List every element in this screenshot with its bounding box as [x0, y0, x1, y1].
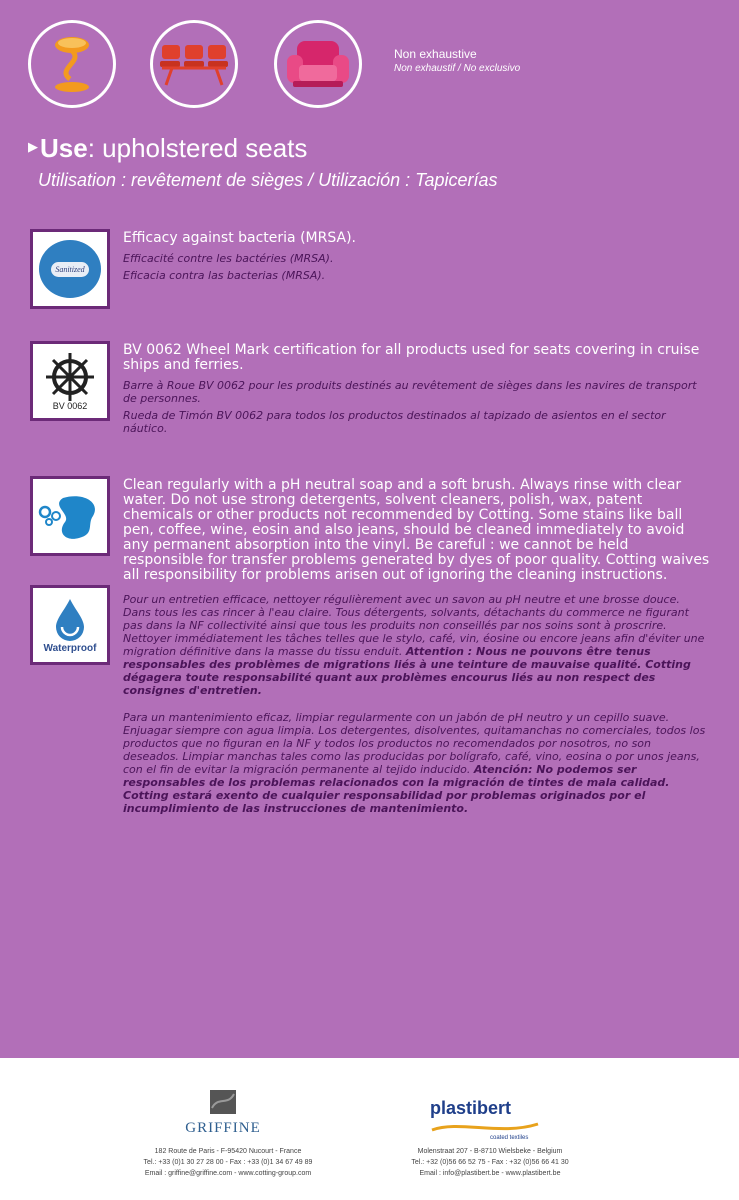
cleaning-fr: Pour un entretien efficace, nettoyer régulièrement avec un savon au pH neutre et une brosse douce. Dans tous les cas rincer à l'eau claire. Tous détergents, solvants, détachants du commerce ne figurant pas dans la NF collectivité ainsi que tous les produits non conseillés par nos soins sont à proscrire. Nettoyer immédiatement les tâches telles que le stylo, café, vin, éosine ou encore jeans afin d'éviter une migration définitive dans la masse du tissu enduit. [123, 593, 705, 658]
plastibert-tagline: coated textiles [490, 1135, 529, 1141]
mrsa-fr: Efficacité contre les bactéries (MRSA). [123, 252, 334, 265]
use-heading [28, 133, 307, 164]
griffine-email-line: Email : griffine@griffine.com - www.cotting-group.com [144, 1170, 312, 1177]
wheel-text [123, 343, 713, 439]
waterproof-badge [30, 585, 110, 665]
non-exhaustive-label: Non exhaustive [394, 47, 477, 61]
sanitized-badge [30, 229, 110, 309]
wheel-en: BV 0062 Wheel Mark certification for all products used for seats covering in cruise ships and ferries. [123, 342, 700, 373]
plastibert-name: plastibert [430, 1098, 512, 1118]
use-label: Use [40, 133, 88, 163]
cleaning-fr-warning: Attention : Nous ne pouvons être tenus responsables des problèmes de migrations liés à une teinture de mauvaise qualité. Cotting dégagera toute responsabilité quant aux problèmes encourus liés au non respect des consignes d'entretien. [123, 645, 691, 697]
plastibert-phone-line: Tel.: +32 (0)56 66 52 75 - Fax : +32 (0)56 66 41 30 [411, 1159, 569, 1166]
sanitized-logo-icon [39, 240, 101, 298]
mrsa-en: Efficacy against bacteria (MRSA). [123, 230, 356, 246]
cleaning-es-block [123, 711, 708, 815]
plastibert-address [380, 1146, 600, 1179]
cleaning-badge [30, 476, 110, 556]
non-exhaustive-translation: Non exhaustif / No exclusivo [394, 63, 521, 74]
sanitized-text: Sanitized [51, 262, 88, 277]
wheel-mark-badge [30, 341, 110, 421]
mrsa-es: Eficacia contra las bacterias (MRSA). [123, 269, 326, 282]
stool-icon [28, 20, 116, 108]
plastibert-swoosh-icon [430, 1122, 540, 1134]
griffine-address-line: 182 Route de Paris - F-95420 Nucourt - France [154, 1148, 302, 1155]
griffine-logo [178, 1088, 268, 1137]
water-drop-icon [52, 597, 88, 643]
griffine-address [108, 1146, 348, 1179]
bv-code: BV 0062 [52, 401, 88, 411]
cleaning-es: Para un mantenimiento eficaz, limpiar regularmente con un jabón de pH neutro y un cepillo suave. Enjuagar siempre con agua limpia. Los detergentes, disolventes, quitamanchas no comerciales, todos los productos que no figuran en la NF y todos los productos no recomendados por nosotros, no son deseados. Limpiar manchas tales como las producidas por bolígrafo, café, vino, eosina o por unos jeans, con el fin de evitar la migración permanente al tejido inducido. [123, 711, 706, 776]
cleaning-es-warning: Atención: No podemos ser responsables de los problemas relacionados con la migración de tintes de mala calidad. Cotting estará exento de cualquier responsabilidad por problemas originados por el incumplimiento de las instrucciones de mantenimiento. [123, 763, 670, 815]
griffine-name: GRIFFINE [185, 1120, 261, 1136]
wheel-fr: Barre à Roue BV 0062 pour les produits destinés au revêtement de sièges dans les navires de transport de personnes. [123, 379, 697, 405]
plastibert-logo [430, 1098, 570, 1141]
bubbles-icon [35, 488, 105, 544]
armchair-icon [274, 20, 362, 108]
wheel-es: Rueda de Timón BV 0062 para todos los productos destinados al tapizado de asientos en el sector náutico. [123, 409, 666, 435]
cleaning-text [123, 478, 713, 815]
cleaning-fr-block [123, 593, 708, 697]
use-value: : upholstered seats [87, 133, 308, 163]
griffine-mark-icon [208, 1088, 238, 1116]
cleaning-en: Clean regularly with a pH neutral soap and a soft brush. Always rinse with clear water. Do not use strong detergents, solvent cleaners, polish, wax, patent chemicals or other products not recommended by Cotting. Some stains like ball pen, coffee, wine, eosin and also jeans, should be cleaned immediately to avoid any permanent absorption into the vinyl. Be careful : we cannot be held responsible for transfer problems generated by dyes of poor quality. Cotting waives all responsibility for problems arisen out of ignoring the cleaning instructions. [123, 477, 710, 583]
plastibert-email-line: Email : info@plastibert.be - www.plastibert.be [419, 1170, 561, 1177]
arrow-icon: ▶ [28, 139, 38, 154]
wheel-translations [123, 379, 713, 435]
ship-wheel-icon [42, 351, 98, 403]
mrsa-translations [123, 252, 713, 282]
waterproof-label: Waterproof [43, 642, 97, 654]
griffine-phone-line: Tel.: +33 (0)1 30 27 28 00 - Fax : +33 (0)1 34 67 49 89 [143, 1159, 313, 1166]
use-subtitle: Utilisation : revêtement de sièges / Utilización : Tapicerías [38, 170, 498, 190]
bench-seat-icon [150, 20, 238, 108]
non-exhaustive-note [394, 47, 520, 74]
mrsa-text [123, 231, 713, 286]
plastibert-address-line: Molenstraat 207 - B-8710 Wielsbeke - Belgium [417, 1148, 563, 1155]
